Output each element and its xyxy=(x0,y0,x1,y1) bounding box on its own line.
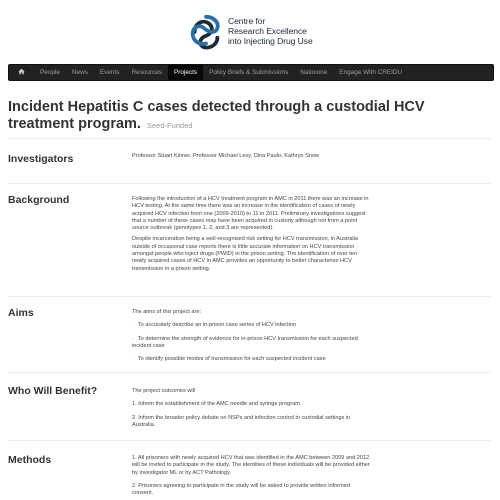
list-item: 1. Inform the establishment of the AMC needle and syringe program. xyxy=(132,401,302,408)
section-who-will-benefit xyxy=(8,385,492,435)
page-title-text: Incident Hepatitis C cases detected through a custodial HCV treatment program. xyxy=(8,99,425,132)
list-item: 2. Prisoners agreeing to participate in the study will be asked to provide written informed consent. xyxy=(132,482,350,497)
page-title xyxy=(8,99,478,134)
list-item: 2. Inform the broader policy debate on NSPs and infection control in custodial settings in Australia. xyxy=(132,414,351,428)
nav-news[interactable]: News xyxy=(71,69,88,76)
section-investigators xyxy=(8,153,492,183)
logo-line-3: into Injecting Drug Use xyxy=(228,36,313,47)
aims-list xyxy=(132,322,372,363)
benefit-content xyxy=(132,388,372,433)
list-item: · To accurately describe an in-prison case series of HCV infection xyxy=(132,322,372,329)
logo-text xyxy=(228,16,313,47)
main-nav xyxy=(8,64,494,81)
investigators-list: Professor Stuart Kinner, Professor Michael Levy, Dina Paulo, Kathryn Snow xyxy=(132,153,320,159)
site-logo[interactable] xyxy=(187,13,327,53)
divider xyxy=(8,296,492,297)
benefit-intro: The project outcomes will xyxy=(132,388,196,394)
list-item: 1. All prisoners with newly acquired HCV that was identified in the AMC between 2009 and 2012 will be invited to participate in the study. The identities of these individuals will be provided either by investigator ML or by ACT Pathology. xyxy=(132,455,370,476)
nav-home[interactable] xyxy=(9,65,34,80)
nav-naloxone[interactable]: Naloxone xyxy=(300,69,328,76)
background-heading: Background xyxy=(8,194,70,206)
nav-people[interactable]: People xyxy=(40,69,60,76)
section-methods xyxy=(8,454,492,500)
section-aims xyxy=(8,307,492,372)
nav-resources[interactable]: Resources xyxy=(131,69,162,76)
nav-policy-briefs[interactable]: Policy Briefs & Submissions xyxy=(209,69,289,76)
background-paragraph-1: Following the introduction of a HCV treatment program in AMC in 2011 there was an increase in HCV testing. At the same time there was an increase in the identification of cases of newly acquired HCV infection from one (2009-2010) to 11 in 2011. Preliminary investigations suggest that a number of these cases may have been acquired in custody although not from a point source outbreak (genotypes 1, 2, and 3 are represented). xyxy=(132,196,369,232)
logo-line-2: Research Excellence xyxy=(228,26,307,37)
section-background xyxy=(8,194,492,294)
divider xyxy=(8,440,492,441)
list-item: · To identify possible modes of transmission for each suspected incident case xyxy=(132,356,372,363)
aims-heading: Aims xyxy=(8,307,34,319)
logo-mark-icon xyxy=(187,13,225,51)
investigators-heading: Investigators xyxy=(8,153,74,165)
divider xyxy=(8,372,492,373)
methods-heading: Methods xyxy=(8,454,52,466)
logo-line-1: Centre for xyxy=(228,16,266,26)
site-header xyxy=(0,0,500,62)
aims-content xyxy=(132,309,372,369)
nav-engage[interactable]: Engage With CREIDU xyxy=(339,69,403,76)
background-content xyxy=(132,196,372,277)
nav-projects[interactable]: Projects xyxy=(168,65,203,80)
page-subtitle: Seed-Funded xyxy=(146,121,193,130)
benefit-heading: Who Will Benefit? xyxy=(8,385,98,397)
home-icon xyxy=(18,68,25,75)
background-paragraph-2: Despite incarceration being a well-recognised risk setting for HCV transmission, in Australia outside of occasional case reports there is little accurate information on HCV transmission amongst people who inject drugs (PWID) in the prison setting. The identification of over ten newly acquired cases of HCV in AMC provides an opportunity to better characterise HCV transmission in a prison setting. xyxy=(132,236,359,272)
aims-intro: The aims of this project are: xyxy=(132,309,202,315)
nav-events[interactable]: Events xyxy=(99,69,120,76)
divider xyxy=(8,138,492,139)
divider xyxy=(8,183,492,184)
methods-content xyxy=(132,455,372,500)
list-item: · To determine the strength of evidence for in-prison HCV transmission for each suspected incident case xyxy=(132,336,372,351)
